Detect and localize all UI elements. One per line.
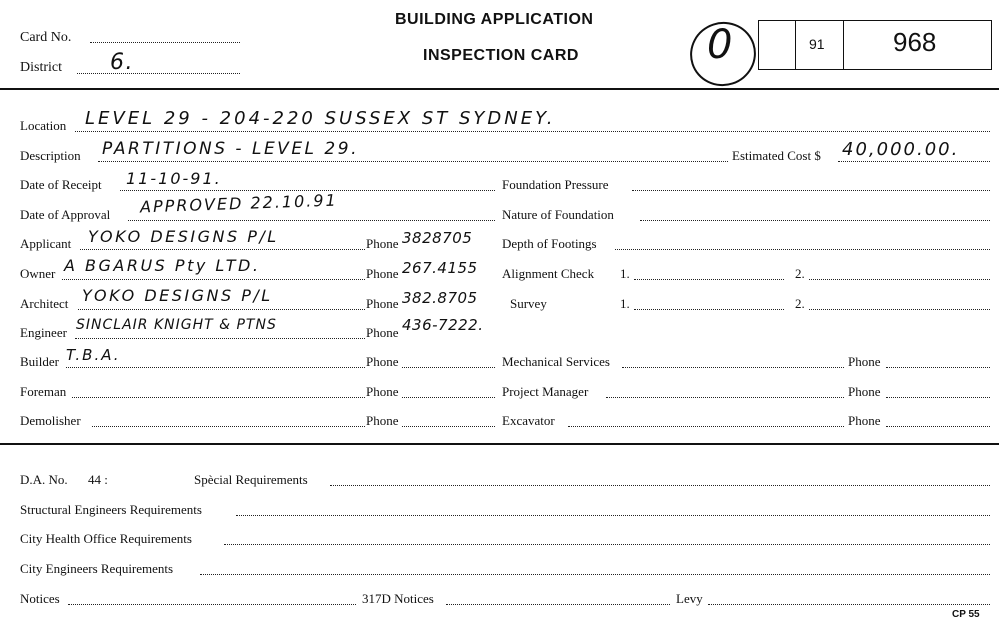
card-no-label: Card No. (20, 30, 72, 45)
survey-2: 2. (795, 296, 805, 311)
builder-phone-line (402, 367, 495, 368)
health-label: City Health Office Requirements (20, 531, 192, 546)
demolisher-line (92, 426, 365, 427)
da-no-value: 44 : (88, 472, 108, 487)
demolisher-phone-line (402, 426, 495, 427)
mechanical-phone-label: Phone (848, 354, 881, 369)
location-line (75, 131, 990, 132)
foundation-pressure-label: Foundation Pressure (502, 177, 609, 192)
architect-line (78, 309, 365, 310)
notices-label: Notices (20, 591, 60, 606)
levy-line (708, 604, 990, 605)
builder-label: Builder (20, 354, 59, 369)
top-divider (0, 88, 999, 90)
project-manager-phone-label: Phone (848, 384, 881, 399)
circled-mark-text: 0 (707, 22, 734, 68)
foreman-label: Foreman (20, 384, 67, 399)
architect-label: Architect (20, 296, 69, 311)
box-year: 91 (809, 36, 825, 52)
engineer-value: SINCLAIR KNIGHT & PTNS (76, 317, 277, 333)
health-line (224, 544, 990, 545)
nature-foundation-label: Nature of Foundation (502, 207, 614, 222)
notices-line (68, 604, 356, 605)
date-approval-label: Date of Approval (20, 207, 111, 222)
demolisher-label: Demolisher (20, 413, 81, 428)
date-approval-value: APPROVED 22.10.91 (139, 190, 338, 217)
date-approval-line (128, 220, 495, 221)
builder-value: T.B.A. (66, 346, 121, 364)
alignment-check-2: 2. (795, 266, 805, 281)
engineer-label: Engineer (20, 325, 67, 340)
architect-value: YOKO DESIGNS P/L (82, 286, 273, 305)
mechanical-phone-line (886, 367, 990, 368)
location-label: Location (20, 118, 67, 133)
city-engineers-line (200, 574, 990, 575)
card-no-line (90, 42, 240, 43)
317d-notices-line (446, 604, 670, 605)
builder-line (66, 367, 365, 368)
applicant-value: YOKO DESIGNS P/L (88, 227, 279, 246)
description-line (98, 161, 728, 162)
location-value: LEVEL 29 - 204-220 SUSSEX ST SYDNEY. (85, 108, 556, 129)
foreman-phone-line (402, 397, 495, 398)
form-title-line1: BUILDING APPLICATION (395, 11, 594, 28)
engineer-phone-value: 436-7222. (402, 316, 484, 334)
builder-phone-label: Phone (366, 354, 399, 369)
box-divider (795, 20, 796, 70)
owner-phone-label: Phone (366, 266, 399, 281)
owner-value: A BGARUS Pty LTD. (64, 256, 261, 275)
card-number-box (758, 20, 992, 70)
survey-label: Survey (510, 296, 547, 311)
alignment-line-2 (809, 279, 990, 280)
special-requirements-line (330, 485, 990, 486)
form-code: CP 55 (952, 609, 980, 620)
project-manager-line (606, 397, 844, 398)
demolisher-phone-label: Phone (366, 413, 399, 428)
excavator-phone-label: Phone (848, 413, 881, 428)
estimated-cost-value: 40,000.00. (842, 139, 960, 160)
alignment-check-label: Alignment Check (502, 266, 595, 281)
project-manager-phone-line (886, 397, 990, 398)
structural-label: Structural Engineers Requirements (20, 502, 202, 517)
district-line (77, 73, 240, 74)
engineer-line (75, 338, 365, 339)
da-no-label: D.A. No. (20, 472, 68, 487)
estimated-cost-line (838, 161, 990, 162)
applicant-phone-label: Phone (366, 236, 399, 251)
foundation-pressure-line (632, 190, 990, 191)
special-requirements-label: Spècial Requirements (194, 472, 308, 487)
project-manager-label: Project Manager (502, 384, 589, 399)
owner-line (62, 279, 365, 280)
excavator-line (568, 426, 844, 427)
description-label: Description (20, 148, 81, 163)
nature-foundation-line (640, 220, 990, 221)
description-value: PARTITIONS - LEVEL 29. (102, 139, 359, 159)
city-engineers-label: City Engineers Requirements (20, 561, 174, 576)
engineer-phone-label: Phone (366, 325, 399, 340)
depth-footings-label: Depth of Footings (502, 236, 597, 251)
317d-notices-label: 317D Notices (362, 591, 434, 606)
applicant-label: Applicant (20, 236, 72, 251)
mechanical-label: Mechanical Services (502, 354, 610, 369)
owner-label: Owner (20, 266, 56, 281)
levy-label: Levy (676, 591, 703, 606)
survey-1: 1. (620, 296, 630, 311)
estimated-cost-label: Estimated Cost $ (732, 148, 821, 163)
excavator-label: Excavator (502, 413, 555, 428)
excavator-phone-line (886, 426, 990, 427)
alignment-check-1: 1. (620, 266, 630, 281)
box-divider (843, 20, 844, 70)
mechanical-line (622, 367, 844, 368)
date-receipt-value: 11-10-91. (126, 169, 222, 188)
district-label: District (20, 60, 62, 75)
middle-divider (0, 443, 999, 445)
survey-line-1 (634, 309, 784, 310)
applicant-phone-value: 3828705 (402, 229, 473, 247)
architect-phone-value: 382.8705 (402, 289, 478, 307)
alignment-line-1 (634, 279, 784, 280)
depth-footings-line (615, 249, 990, 250)
box-number: 968 (893, 27, 937, 57)
applicant-line (80, 249, 365, 250)
architect-phone-label: Phone (366, 296, 399, 311)
foreman-line (72, 397, 365, 398)
survey-line-2 (809, 309, 990, 310)
structural-line (236, 515, 990, 516)
form-title-line2: INSPECTION CARD (423, 47, 579, 64)
district-value: 6. (110, 50, 134, 75)
owner-phone-value: 267.4155 (402, 259, 478, 277)
foreman-phone-label: Phone (366, 384, 399, 399)
date-receipt-label: Date of Receipt (20, 177, 102, 192)
